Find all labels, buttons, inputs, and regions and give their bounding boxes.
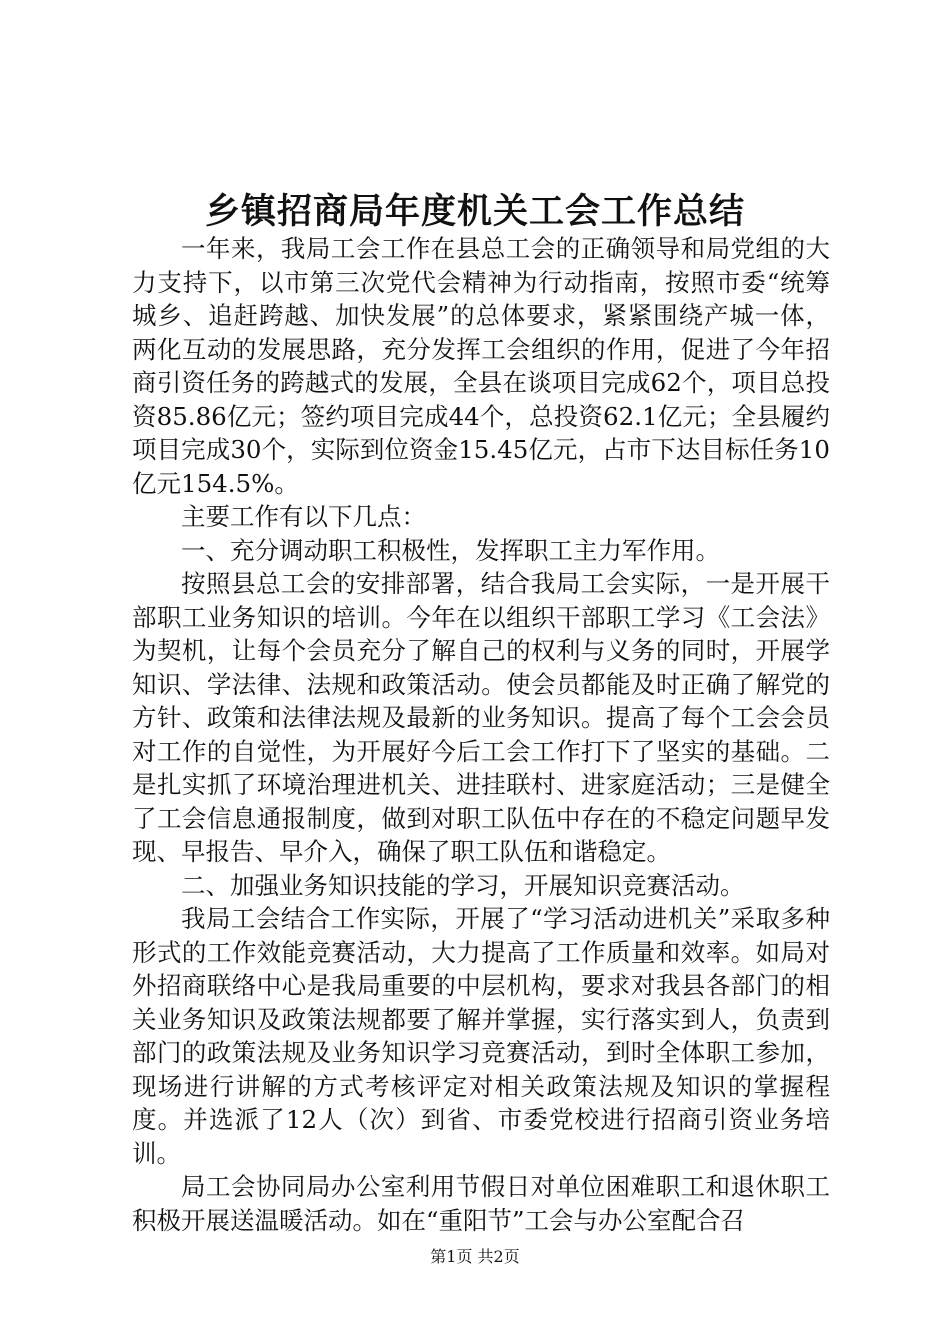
- page-total: 共2页: [477, 1247, 520, 1266]
- paragraph-section-1: 按照县总工会的安排部署，结合我局工会实际，一是开展干部职工业务知识的培训。今年在以组织干部职工学习《工会法》为契机，让每个会员充分了解自己的权利与义务的同时，开展学知识、学法律、法规和政策活动。使会员都能及时正确了解党的方针、政策和法律法规及最新的业务知识。提高了每个工会会员对工作的自觉性，为开展好今后工会工作打下了坚实的基础。二是扎实抓了环境治理进机关、进挂联村、进家庭活动；三是健全了工会信息通报制度，做到对职工队伍中存在的不稳定问题早发现、早报告、早介入，确保了职工队伍和谐稳定。: [132, 569, 830, 866]
- page-footer: [0, 1246, 950, 1268]
- paragraph-main-points: 主要工作有以下几点：: [181, 502, 426, 531]
- section-heading-2: 二、加强业务知识技能的学习，开展知识竞赛活动。: [181, 870, 745, 900]
- paragraph-intro: 一年来，我局工会工作在县总工会的正确领导和局党组的大力支持下，以市第三次党代会精神为行动指南，按照市委“统筹城乡、追赶跨越、加快发展”的总体要求，紧紧围绕产城一体，两化互动的发展思路，充分发挥工会组织的作用，促进了今年招商引资任务的跨越式的发展，全县在谈项目完成62个，项目总投资85.86亿元；签约项目完成44个，总投资62.1亿元；全县履约项目完成30个，实际到位资金15.45亿元，占市下达目标任务10亿元154.5%。: [132, 234, 830, 498]
- section-heading-1: 一、充分调动职工积极性，发挥职工主力军作用。: [181, 535, 720, 565]
- document-body: [132, 232, 830, 1237]
- document-title: 乡镇招商局年度机关工会工作总结: [204, 191, 745, 232]
- page-number: 第1页: [430, 1247, 473, 1266]
- paragraph-warmth-activity: 局工会协同局办公室利用节假日对单位困难职工和退休职工积极开展送温暖活动。如在“重阳节”工会与办公室配合召: [132, 1172, 830, 1235]
- paragraph-section-2: 我局工会结合工作实际，开展了“学习活动进机关”采取多种形式的工作效能竞赛活动，大力提高了工作质量和效率。如局对外招商联络中心是我局重要的中层机构，要求对我县各部门的相关业务知识及政策法规都要了解并掌握，实行落实到人，负责到部门的政策法规及业务知识学习竞赛活动，到时全体职工参加，现场进行讲解的方式考核评定对相关政策法规及知识的掌握程度。并选派了12人（次）到省、市委党校进行招商引资业务培训。: [132, 904, 830, 1168]
